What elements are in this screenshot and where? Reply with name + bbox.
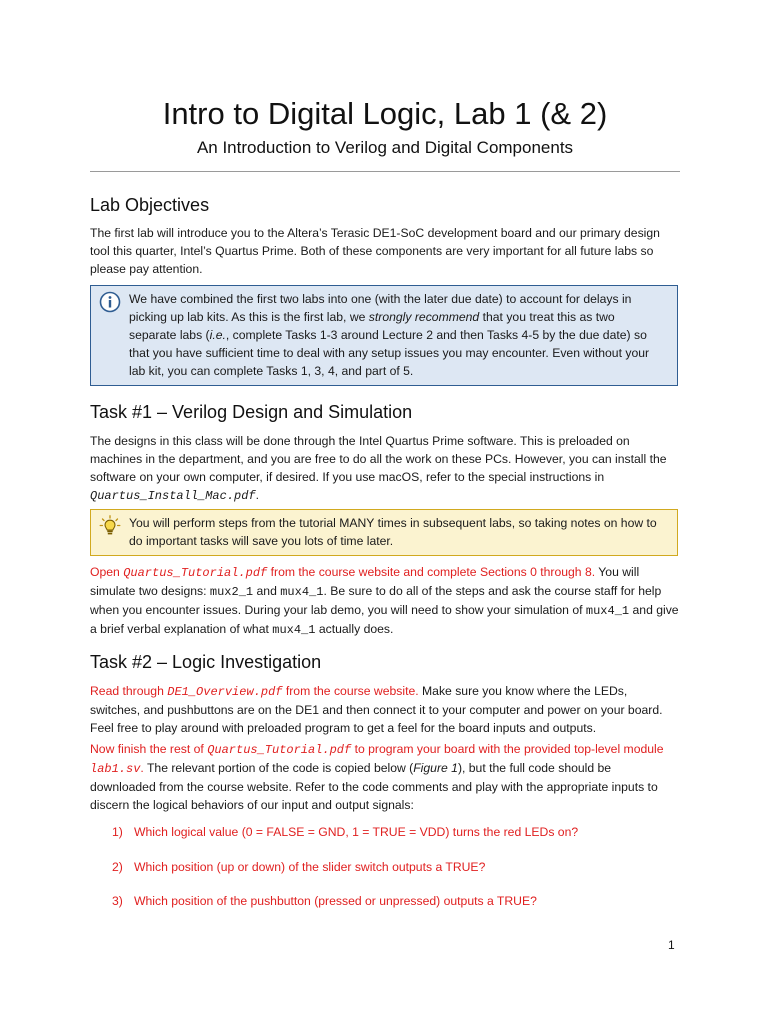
task2-read-label: Read through	[90, 684, 168, 698]
task2-paragraph-1	[90, 682, 680, 737]
page-number: 1	[668, 938, 675, 952]
question-text: Which position (up or down) of the slider switch outputs a TRUE?	[134, 860, 486, 874]
figure-reference: Figure 1	[413, 761, 458, 775]
question-text: Which position of the pushbutton (pressed or unpressed) outputs a TRUE?	[134, 894, 537, 908]
heading-task-2: Task #2 – Logic Investigation	[90, 652, 322, 672]
code-mux4-1-explain: mux4_1	[272, 623, 316, 637]
task2-module-period: .	[140, 761, 144, 775]
lightbulb-icon	[99, 515, 121, 537]
task2-paragraph-2	[90, 740, 680, 814]
info-callout-emphasis-1: strongly recommend	[368, 310, 480, 324]
document-title: Intro to Digital Logic, Lab 1 (& 2)	[162, 96, 608, 131]
objectives-paragraph: The first lab will introduce you to the Altera’s Terasic DE1-SoC development board and our primary design tool this quarter, Intel’s Quartus Prime. Both of these components are very important for all future labs so please pay attention.	[90, 226, 660, 276]
task1-paragraph-end: .	[255, 488, 260, 502]
document-subtitle: An Introduction to Verilog and Digital Components	[196, 138, 574, 157]
question-text: Which logical value (0 = FALSE = GND, 1 = TRUE = VDD) turns the red LEDs on?	[134, 825, 579, 839]
task2-paragraph-2-text-2: ), but the full code should be downloaded from the course website. Refer to the code comments and play with the appropriate inputs to discern the logical behaviors of our input and output signals:	[90, 761, 658, 812]
instr-text-5: actually does.	[315, 622, 394, 636]
task1-paragraph-text: The designs in this class will be done through the Intel Quartus Prime software. This is preloaded on machines in the department, and you are free to do all the work on these PCs. However, you can install the software on your own computer, if desired. If you use macOS, refer to the special instructions in	[90, 434, 667, 484]
code-mux4-1: mux4_1	[280, 585, 324, 599]
question-item	[112, 825, 578, 839]
question-number: 2)	[112, 860, 123, 874]
instr-text-2: and	[253, 584, 281, 598]
code-mux4-1-sim: mux4_1	[585, 604, 630, 618]
question-number: 1)	[112, 825, 123, 839]
tip-callout-text: You will perform steps from the tutorial MANY times in subsequent labs, so taking notes on how to do important tasks will save you lots of time later.	[129, 516, 657, 548]
task2-program-label: to program your board with the provided top-level module	[351, 742, 664, 756]
document-page	[90, 0, 680, 1024]
instr-text-4: and give a brief verbal explanation of what	[90, 603, 679, 636]
title-divider	[90, 171, 680, 172]
instr-text-3: . Be sure to do all of the steps and ask the course staff for help when you encounter issues. During your lab demo, you will need to show your simulation of	[90, 584, 662, 617]
info-callout	[90, 285, 678, 386]
task1-paragraph	[90, 432, 680, 505]
instr-sections-label: from the course website and complete Sections 0 through 8.	[267, 565, 596, 579]
task2-finish-label: Now finish the rest of	[90, 742, 208, 756]
question-item	[112, 894, 537, 908]
heading-lab-objectives: Lab Objectives	[90, 195, 210, 215]
code-mux2-1: mux2_1	[209, 585, 254, 599]
task1-instructions	[90, 563, 680, 639]
instr-open-label: Open	[90, 565, 124, 579]
info-icon	[99, 291, 121, 313]
heading-task-1: Task #1 – Verilog Design and Simulation	[90, 402, 413, 422]
file-de1-overview: DE1_Overview.pdf	[167, 685, 283, 699]
file-quartus-tutorial-2: Quartus_Tutorial.pdf	[207, 743, 352, 757]
task2-paragraph-1-text: Make sure you know where the LEDs, switches, and pushbuttons are on the DE1 and then connect it to your computer and power on your board. Feel free to play around with preloaded program to get a feel for the board inputs and outputs.	[90, 684, 663, 735]
task2-paragraph-2-text-1: The relevant portion of the code is copied below (	[143, 761, 414, 775]
info-callout-text-3: , complete Tasks 1-3 around Lecture 2 and then Tasks 4-5 by the due date) so that you have sufficient time to deal with any setup issues you may encounter. Even without your lab kit, you can complete Tasks 1, 3, 4, and part of 5.	[129, 328, 650, 378]
question-number: 3)	[112, 894, 123, 908]
instr-text-1: You will simulate two designs:	[90, 565, 640, 598]
tip-callout	[90, 509, 678, 556]
task2-website-label: from the course website.	[282, 684, 419, 698]
question-item	[112, 860, 485, 874]
info-callout-text-2: that you treat this as two separate labs (	[129, 310, 615, 342]
file-quartus-install-mac: Quartus_Install_Mac.pdf	[90, 489, 256, 503]
file-quartus-tutorial: Quartus_Tutorial.pdf	[123, 566, 268, 580]
file-lab1-sv: lab1.sv	[90, 762, 141, 776]
info-callout-text-1: We have combined the first two labs into one (with the later due date) to account for delays in picking up lab kits. As this is the first lab, we	[129, 292, 632, 324]
info-callout-emphasis-2: i.e.	[209, 328, 226, 342]
